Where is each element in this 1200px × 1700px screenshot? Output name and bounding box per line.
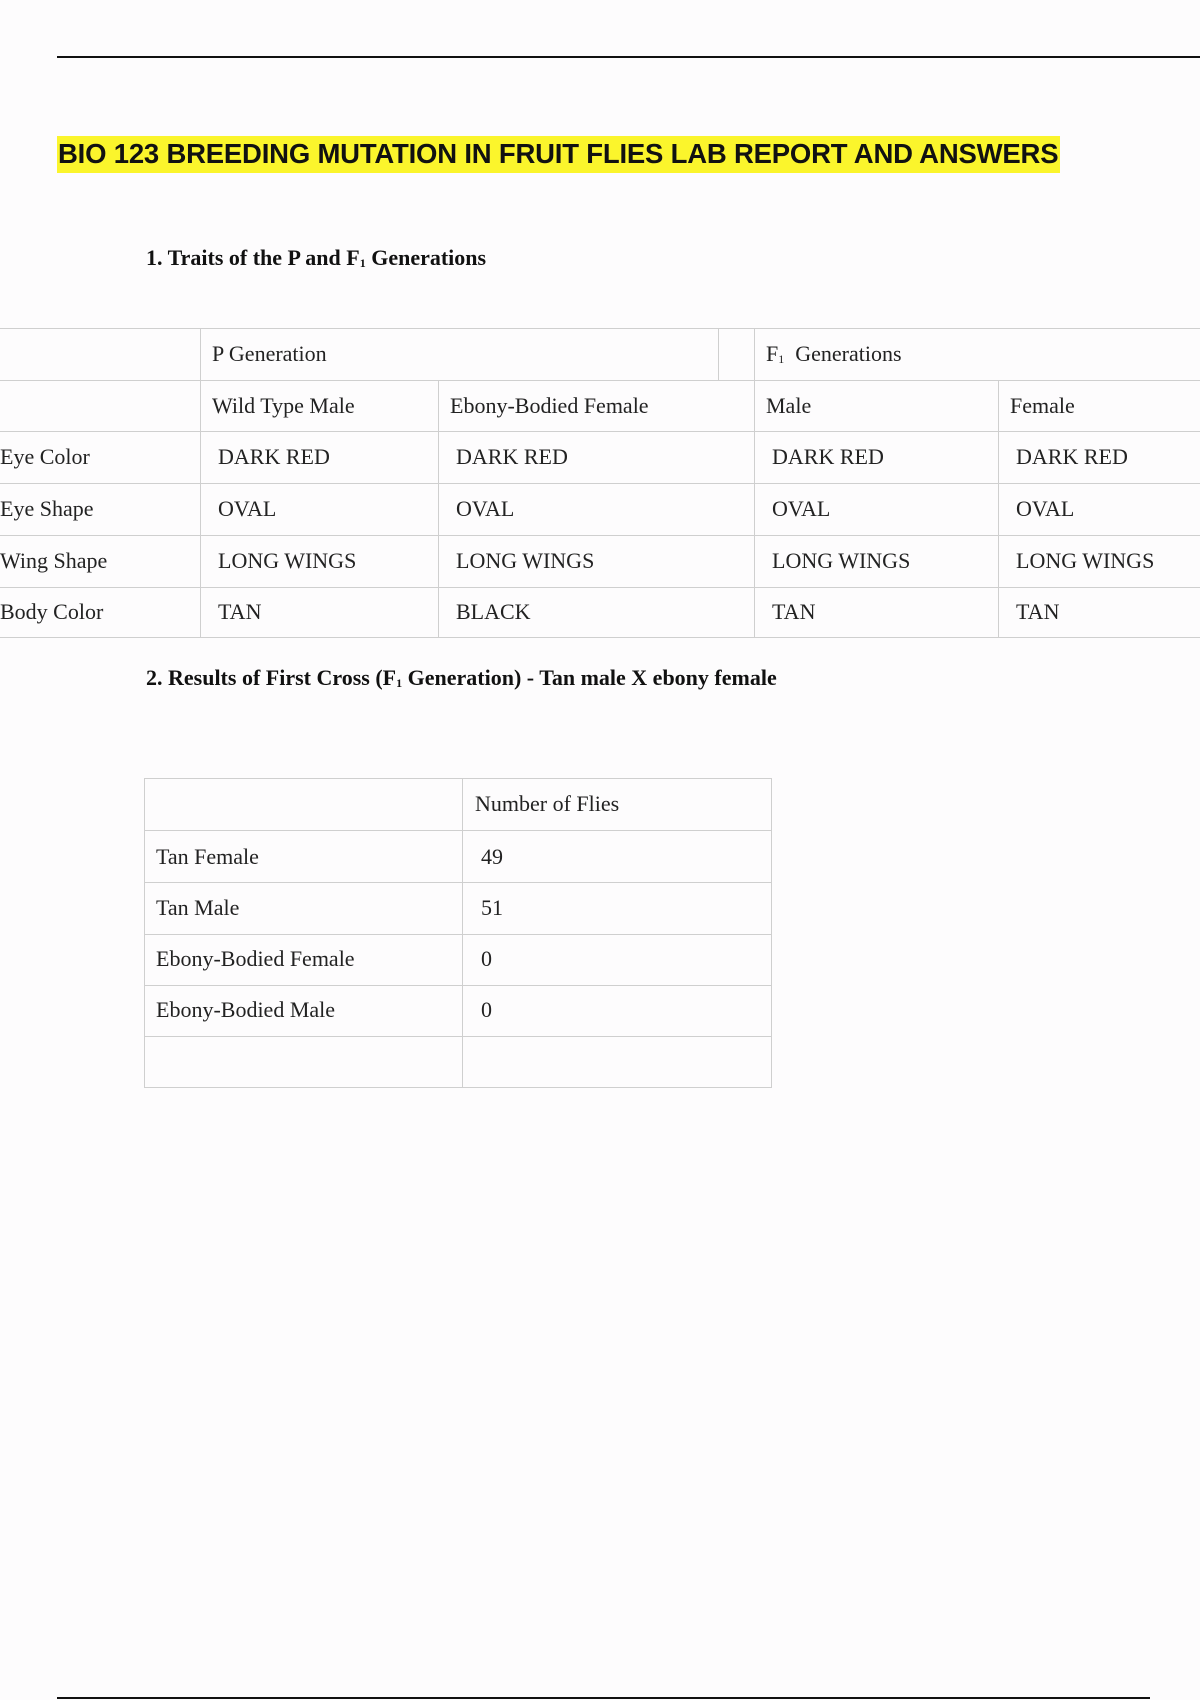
- header-rule: [57, 56, 1200, 58]
- table-rule: [771, 778, 772, 1088]
- table-rule: [144, 1087, 772, 1088]
- column-header: Female: [1010, 393, 1075, 418]
- p-generation-header: P Generation: [212, 341, 327, 366]
- trait-value: DARK RED: [772, 444, 884, 469]
- trait-value: DARK RED: [456, 444, 568, 469]
- trait-value: OVAL: [772, 496, 831, 521]
- result-value: 0: [481, 997, 492, 1022]
- result-label: Ebony-Bodied Male: [156, 997, 336, 1022]
- trait-value: TAN: [772, 599, 816, 624]
- table-rule: [144, 985, 772, 986]
- trait-value: TAN: [218, 599, 262, 624]
- trait-value: LONG WINGS: [218, 548, 357, 573]
- trait-value: BLACK: [456, 599, 531, 624]
- result-label: Tan Male: [156, 895, 240, 920]
- result-value: 49: [481, 844, 503, 869]
- trait-value: DARK RED: [1016, 444, 1128, 469]
- trait-value: LONG WINGS: [456, 548, 595, 573]
- trait-value: LONG WINGS: [772, 548, 911, 573]
- trait-value: DARK RED: [218, 444, 330, 469]
- table-rule: [438, 380, 439, 637]
- result-value: 51: [481, 895, 503, 920]
- table-rule: [998, 380, 999, 637]
- table-rule: [144, 778, 145, 1088]
- section-2-heading: 2. Results of First Cross ($F_1$ Generation) - Tan male X ebony female: [146, 665, 777, 690]
- trait-value: OVAL: [218, 496, 277, 521]
- table-rule: [0, 587, 1200, 588]
- table-rule: [0, 637, 1200, 638]
- table-rule: [144, 1036, 772, 1037]
- table-rule: [144, 934, 772, 935]
- table-rule: [144, 882, 772, 883]
- table-rule: [0, 328, 1200, 329]
- result-label: Ebony-Bodied Female: [156, 946, 355, 971]
- f1-generation-header: $F_1$ Generations: [766, 341, 902, 366]
- table-rule: [462, 778, 463, 1088]
- table-rule: [144, 830, 772, 831]
- column-header: Wild Type Male: [212, 393, 355, 418]
- trait-value: TAN: [1016, 599, 1060, 624]
- table-rule: [0, 535, 1200, 536]
- document-title: BIO 123 BREEDING MUTATION IN FRUIT FLIES LAB REPORT AND ANSWERS: [57, 136, 1060, 173]
- section-1-heading: 1. Traits of the P and $F_1$ Generations: [146, 245, 487, 270]
- result-label: Tan Female: [156, 844, 259, 869]
- result-value: 0: [481, 946, 492, 971]
- trait-label: Body Color: [0, 599, 104, 624]
- column-header: Ebony-Bodied Female: [450, 393, 649, 418]
- footer-rule: [57, 1697, 1150, 1699]
- trait-value: LONG WINGS: [1016, 548, 1155, 573]
- table-rule: [754, 328, 755, 637]
- table-rule: [0, 431, 1200, 432]
- table-rule: [718, 328, 719, 380]
- trait-label: Eye Color: [0, 444, 90, 469]
- trait-label: Wing Shape: [0, 548, 108, 573]
- column-header: Male: [766, 393, 812, 418]
- trait-label: Eye Shape: [0, 496, 94, 521]
- table-rule: [0, 483, 1200, 484]
- table-rule: [200, 328, 201, 637]
- number-of-flies-header: Number of Flies: [475, 791, 620, 816]
- table-rule: [144, 778, 772, 779]
- table-rule: [0, 380, 1200, 381]
- trait-value: OVAL: [1016, 496, 1075, 521]
- trait-value: OVAL: [456, 496, 515, 521]
